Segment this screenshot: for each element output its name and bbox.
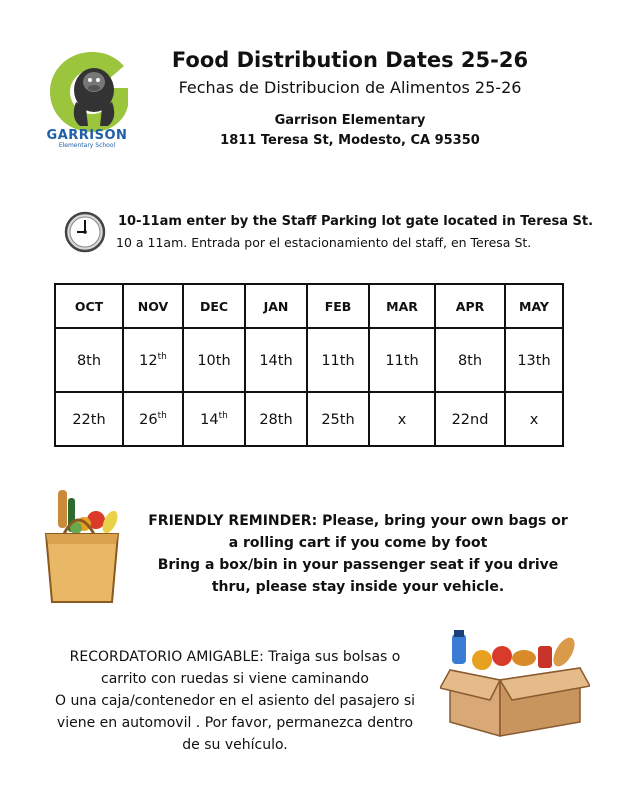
month-header: FEB	[307, 284, 369, 328]
friendly-reminder-english	[138, 510, 578, 598]
date-cell: 22nd	[435, 392, 505, 446]
date-cell: 11th	[307, 328, 369, 392]
reminder-line: viene en automovil . Por favor, permanezca dentro	[56, 715, 414, 731]
date-cell: 28th	[245, 392, 307, 446]
month-header: MAY	[505, 284, 563, 328]
grocery-bag-icon	[38, 484, 128, 604]
date-cell: 11th	[369, 328, 435, 392]
reminder-line: RECORDATORIO AMIGABLE: Traiga sus bolsas o	[69, 649, 401, 665]
reminder-line: FRIENDLY REMINDER: Please, bring your own bags or	[148, 513, 568, 529]
month-header: NOV	[123, 284, 183, 328]
month-header-row	[55, 284, 563, 328]
entry-instructions-spanish: 10 a 11am. Entrada por el estacionamiento del staff, en Teresa St.	[116, 235, 532, 250]
page-subtitle-spanish: Fechas de Distribucion de Alimentos 25-26	[178, 78, 522, 97]
food-box-icon	[440, 630, 590, 738]
reminder-line: de su vehículo.	[182, 737, 288, 753]
date-cell: 10th	[183, 328, 245, 392]
table-row	[55, 328, 563, 392]
date-cell: 26th	[123, 392, 183, 446]
logo-subtext: Elementary School	[58, 142, 116, 149]
page-title: Food Distribution Dates 25-26	[171, 48, 529, 72]
clock-icon	[64, 211, 106, 253]
reminder-line: carrito con ruedas si viene caminando	[101, 671, 369, 687]
reminder-line: a rolling cart if you come by foot	[228, 535, 488, 551]
date-cell: 14th	[183, 392, 245, 446]
month-header: MAR	[369, 284, 435, 328]
date-cell: x	[505, 392, 563, 446]
distribution-dates-table	[54, 283, 564, 447]
date-cell: x	[369, 392, 435, 446]
friendly-reminder-spanish	[30, 646, 440, 756]
date-cell: 25th	[307, 392, 369, 446]
logo-wordmark: GARRISON	[46, 128, 128, 143]
reminder-line: O una caja/contenedor en el asiento del pasajero si	[54, 693, 416, 709]
date-cell: 13th	[505, 328, 563, 392]
table-row	[55, 392, 563, 446]
date-cell: 8th	[55, 328, 123, 392]
date-cell: 22th	[55, 392, 123, 446]
school-address: 1811 Teresa St, Modesto, CA 95350	[220, 133, 480, 148]
reminder-line: thru, please stay inside your vehicle.	[211, 579, 505, 595]
date-cell: 14th	[245, 328, 307, 392]
month-header: DEC	[183, 284, 245, 328]
entry-instructions-english: 10-11am enter by the Staff Parking lot gate located in Teresa St.	[118, 214, 594, 229]
school-name: Garrison Elementary	[274, 113, 426, 128]
date-cell: 12th	[123, 328, 183, 392]
reminder-line: Bring a box/bin in your passenger seat if you drive	[157, 557, 559, 573]
month-header: JAN	[245, 284, 307, 328]
month-header: APR	[435, 284, 505, 328]
month-header: OCT	[55, 284, 123, 328]
date-cell: 8th	[435, 328, 505, 392]
